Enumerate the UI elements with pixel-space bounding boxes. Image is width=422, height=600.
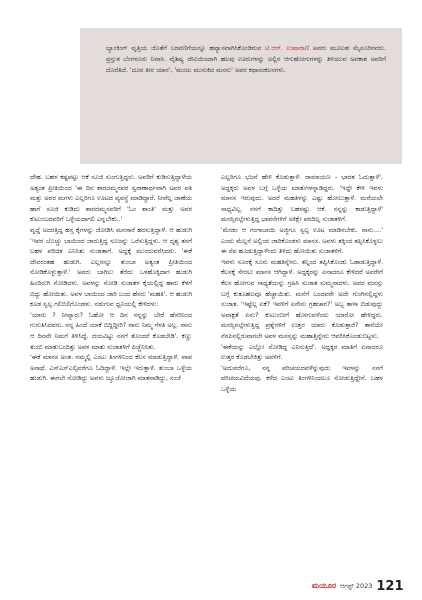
- magazine-logo: ಮಯೂರ: [312, 581, 336, 590]
- page-footer: [312, 576, 404, 596]
- article-paragraph: 'ಈಕೆಯನ್ನು ಎಲ್ಲೋ ನೋಡಿದ್ದ ಎನಿಸುತ್ತಿದೆ'. ಅದ್ದಕ್ಕರ ಮಾತಿಗೆ ಏನಾದರೂ ಉತ್ತರ ಕೊಡಬೇಕಿತ್ತು ಅವಳಿಗೆ.: [221, 342, 383, 362]
- author-intro: [106, 43, 386, 76]
- article-paragraph: ಇವಳು ಸೂರಕ್ಕೆ ಸೂರು ಮಹತಿನ್ನೇನು. ತನ್ನಿಂದ ತಪ್ಪಿಸಿಕೊಂಡು ಓಡಾಡುತ್ತಿದ್ದಾಳೆ. ಕೆಲಸಕ್ಕೆ ಸೇರಲು ಮಾನಸ ಆಗಿದ್ದಾಳೆ. ಅದ್ದಕ್ಕರನ್ನು ಏನಾದರೂ ಕೇಳಿದರೆ ಅವರೇಗೆ ಕೆಲಸ ಹೋಗುವ ಸಾಧ್ಯತೆಯನ್ನು ಗ್ರಹಿಸಿ ಸುಜಾತ ಸುಮ್ಮನಾದಳು. ಅವರ ಮನಸ್ಸು ಬಗ್ಗೆ ಕುತೂಹಲವೂ ಹೆಚ್ಚಾಯಿತು. ಮನೆಗೆ ಬಂದವರೇ ಅದೇ ಗುಂಗಿನಲ್ಲಿದ್ದಳು ಸುಜಾತ. 'ಇಷ್ಟೆಲ್ಲ ಏಕೆ? ಇವಳಿಗೆ ಏನೇನು ಗ್ರಹಚಾರ?' ಅಬ್ಬ ತಾಳಾ ಬಿಡುವುದ್ದು ಅವಾಕ್ಷತೆ ಏನು? ಕುಟುಂಬೀಗೆ ಹೋಗುವಳೆಂದು ಯಾರೋ ಹೇಳಿದ್ದರು. ಮನಸ್ಸಿನಲ್ಲೇಳುತ್ತಿದ್ದ ಪ್ರಶ್ನೆಗಳಿಗೆ ಉತ್ತರ ಯಾರು ಕೊಡುತ್ತಾರೆ? ತಾನೆಯೇ ನೆನಪಿನಲ್ಲಿರುವಾಗಲೇ ಅವಳ ಮನಸ್ಸನ್ನು ಮಹಾತ್ತಿನ್ನೇನು ಆವರಿಸಿಕೊಂಡುಬಿಟ್ಟಳು.: [221, 257, 383, 340]
- article-left-column: [30, 172, 192, 384]
- article-paragraph: ವೃದ್ಧೆ ಅದರತ್ತಿದ್ದ ಹಸ್ತ ಕೈಗಳನ್ನು ಜೋಡಿಸಿ ಮನಸಾರೆ ಹರಸುತ್ತಿದ್ದಾಳೆ. ಆ ಹುಡುಗಿ 'ಇವರ ಬೊಚ್ಚು ಬಾಯಿಂದ ಜಾರುತ್ತಿದ್ದ ಸೂಜನ್ನು ಒರೆಸುತ್ತಿದ್ದಳು. ಆ ದೃಶ್ಯ ತನಗೆ ಬಹಳ ಪರಿಚಿತ ಎನಿಸಿತು ಸುಜಾತಾಗೆ. ಅದ್ದಕ್ಕೆ ಮುಂದುವರೆಸಿದರು. 'ಈಕೆ ದೇವರಂತಹ ಹುಡುಗಿ. ಎಲ್ಲರನ್ನೂ ತುಂಬಾ ಅತ್ಯಂತ ಪ್ರೀತಿಯಿಂದ ನೋಡಿಕೊಳ್ಳುತ್ತಾಳೆ.' ಅವರು ಬಾಗಿಲು ತೆರೆದು ಒಳಹೊಕ್ಕಿದಾಗ ಹುಡುಗಿ ಹಿಂದಿರುಗಿ ನೋಡಿದಳು. ಅವಳನ್ನು ನೋಡಿ ಸುಜಾತಳ ಕೈಯಲ್ಲಿದ್ದ ಹಾರು ಕೆಳಗೆ ಬಿದ್ದು ಹೋಯಿತು. ಅವಳ ಬಾಯಿಂದ ಜಾರಿ ಬಂದ ಹೆಸರು 'ಮಹತಿ'. ಆ ಹುಡುಗಿ ಕೂಡ ಸ್ವಲ್ಪ ಗಲಿಬಿಲಿಗೊಂಡಳು. ನಡುಗುವ ಧ್ವನಿಯಲ್ಲಿ ಕೇಳಿದಳು:: [30, 225, 192, 309]
- intro-text-after: ಅವರು ಮೂಲತಃ ಮೈಸೂರಿನವರು. ಪ್ರಸ್ತುತ ಬೆಂಗಳೂರು ನಿವಾಸಿ. ವೈಶಿಷ್ಯ ದೇವಿಯಿಂದಾಗಿ ಹಲವು ಊರುಗಳನ್ನು ಅಲ್ಲಿನ ಆಗುಹೋಗುಗಳನ್ನು ತಿಳಿಯುವ ಅವಕಾಶ ಅವರಿಗೆ ದೊರೆತಿದೆ. 'ದೂರ ತೀರ ಯಾನ', 'ಮಂಜು ಮುಸುಕಿದ ಮನಸು' ಅವರ ಕಥಾಸಂಕಲನಗಳು.: [106, 44, 386, 74]
- article-paragraph: 'ಅದುವರೆಗೂ, ನನ್ನ ಪರಿಚಯದವಳೆನ್ನುವುದು ಇವಳನ್ನು ನನಗೆ ಪರಿಚಯವಿದೆಯವು. ಕಳೆದ ಎಂಟು ತಿಂಗಳಿನಿಂದಲೂ ನೋಡುತ್ತಿದ್ದೇನೆ. ಬಹಳ ಒಳ್ಳೆಯ: [221, 363, 383, 393]
- article-paragraph: 'ಯಾರು ? ನೀವ್ಯಾರು? ಓಹೋ ಆ ದಿನ ನನ್ನನ್ನು ಬೇರೆ ಹೆಸರಿನಿಂದ ಗುರುತಿಸಿದವರು. ನನ್ನ ಹಿಂದೆ ಯಾಕೆ ಬಿದ್ದಿದ್ದೀರಿ? ನಾನು ನಿಮ್ಮ ಗೆಳತಿ ಅಲ್ಲ. ನಾನು ಆ ದಿನವೇ ನಿಮಗೆ ತಿಳಿಸಿದ್ದೆ. ದಯವಿಟ್ಟು ನನಗೆ ತೊಂದರೆ ಕೊಡಬೇಡಿ'. ಕಣ್ಣು ತುಂಬಿ ಮಾತುಬಂದಿತ್ತು ಅವಳ ಮಾತು ಸುಜಾತಳಿಗೆ ಪಿಚ್ಚೆನಿಸಿತು.: [30, 310, 192, 351]
- article-paragraph: 'ಈಕೆ ಮಾನಸ ಅಂತ. ನಮ್ಮಲ್ಲಿ ಎಂಟು ತಿಂಗಳಿನಿಂದ ಕೆಲಸ ಮಾಡುತ್ತಿದ್ದಾಳೆ. ಪಾಪ ಅನಾಥೆ. ಎಸ್ಎಸ್ಎಲ್ಸಿವರೆಗೂ ಓದಿದ್ದಾಳೆ. ಇಲ್ಲೇ ಇರುತ್ತಾಳೆ. ತುಂಬಾ ಒಳ್ಳೆಯ ಹುಡುಗಿ. ಈಗಲೇ ನೋಡಿದ್ದು ಅವಳು ಜ್ಯೂಜೋಜಾಗಿ ಮಾತನಾಡಿದ್ದು, ಸಂಜೆ: [30, 353, 192, 383]
- article-paragraph: ದೇಹ. ಬಹಳ ಕಷ್ಟಪಟ್ಟು ಆಕೆ ಸೂಜಿ ಸುಂಗುತ್ತಿದ್ದರು. ಅವರಿಗೆ ಕುಡಿಸುತ್ತಿದ್ದಾಳೆಯ ಅತ್ಯಂತ ಪ್ರೀತಿಯಿಂದ 'ಈ ದಿನ ಶಾರದಮ್ಮನವರ ಸ್ವರಾಣಾರ್ಥವಾಗಿ ಅವರ ಪತಿ ಮತ್ತು ಅವರ ಮಗಳು ಎಲ್ಲರಿಗೂ ಊಟದ ವ್ಯವಸ್ಥೆ ಮಾಡಿದ್ದಾರೆ. ನೀವೆಲ್ಲ ಜಾಣೆಯ ಹಾಗೆ ಸೂಜಿ ಕುಡಿದು ಶಾರದಮ್ಮನವರಿಗೆ 'ಓಂ ಶಾಂತಿ' ಮತ್ತು ಅವರ ಕುಟುಂಬದವರಿಗೆ ಒಳ್ಳೆಯದಾಗಲಿ ಎನ್ನಬೇಕು..': [30, 173, 192, 224]
- article-paragraph: 'ಮೇಡಂ ಆ ಗಂಗಾಬಾಯಿ ಅಜ್ಜಿಗೂ ಸ್ವಲ್ಪ ಊಟ ಮಾಡಿಸಬೇಕು. ನಾನು....' ಎಂದು ಮೆಲ್ಲನೆ ಅಲ್ಲಿಂದ ಜಾರಿಕೊಂಡಳು ಮಾನಸ. ಅವಳು ತಕ್ಕಿಂದ ತಪ್ಪಿಸಿಕೊಳ್ಳಲು ಈ ನೆಪ ಹೂಡುತ್ತಿದ್ದಾಳೆಂದು ತಿಳಿದು ಹೋಯಿತು ಸುಜಾತಳಿಗೆ.: [221, 225, 383, 256]
- article-right-column: [221, 172, 383, 394]
- article-paragraph: ಎಲ್ಲರಿಗೂ ಭಜನೆ ಹೇಳಿ ಕೊಡುತ್ತಾಳೆ. ರಾಮಾಯಣ - ಭಾರತ ಓದುತ್ತಾಳೆ'. ಅದ್ದಕ್ಕರು ಅವಳ ಬಗ್ಗೆ ಒಳ್ಳೆಯ ಮಾತುಗಳನ್ನಾಡಿದ್ದರು. 'ಇದ್ದೇ ಕೇಳಿ ಇವಳು ಮಾನಸ ಇರುವುದು. ಅದರೆ ಮಹತಿಳನ್ನು ಎಷ್ಟು ಹೋಲುತ್ತಾಳೆ. ಮರೆಯಲೇ ಸಾಧ್ಯವಿಲ್ಲ. ನನಗೆ ಕಾದಿತ್ತು ಬಹಳಷ್ಟು ಆಕೆ. ನನ್ನನ್ನು ಕಾಡುತ್ತಿದ್ದಾಳೆ' ಮನಸ್ಸಿನಲ್ಲೇಳುತ್ತಿದ್ದ ಭಾವನೆಗಳಿಗೆ ಅಕಿಕ್ಷೇ ಪರದಿಲ್ಲ ಸುಜಾತಳಿಗೆ.: [221, 173, 383, 224]
- author-name: ಟಿ.ಆರ್. ಉಷಾರಾಣಿ: [264, 44, 310, 52]
- issue-date: ಆಗಸ್ಟ್ 2023: [339, 581, 373, 590]
- intro-text-before: ಬ್ಯಾಂಕಿಂಗ್ ವೃತ್ತಿಯ ಜೊತೆಗೆ ಬರವಣಿಗೆಯನ್ನೂ ಹವ್ಯಾಸವಾಗಿಸಿಕೊಂಡಿರುವ: [106, 44, 265, 52]
- page-number: 121: [376, 578, 404, 594]
